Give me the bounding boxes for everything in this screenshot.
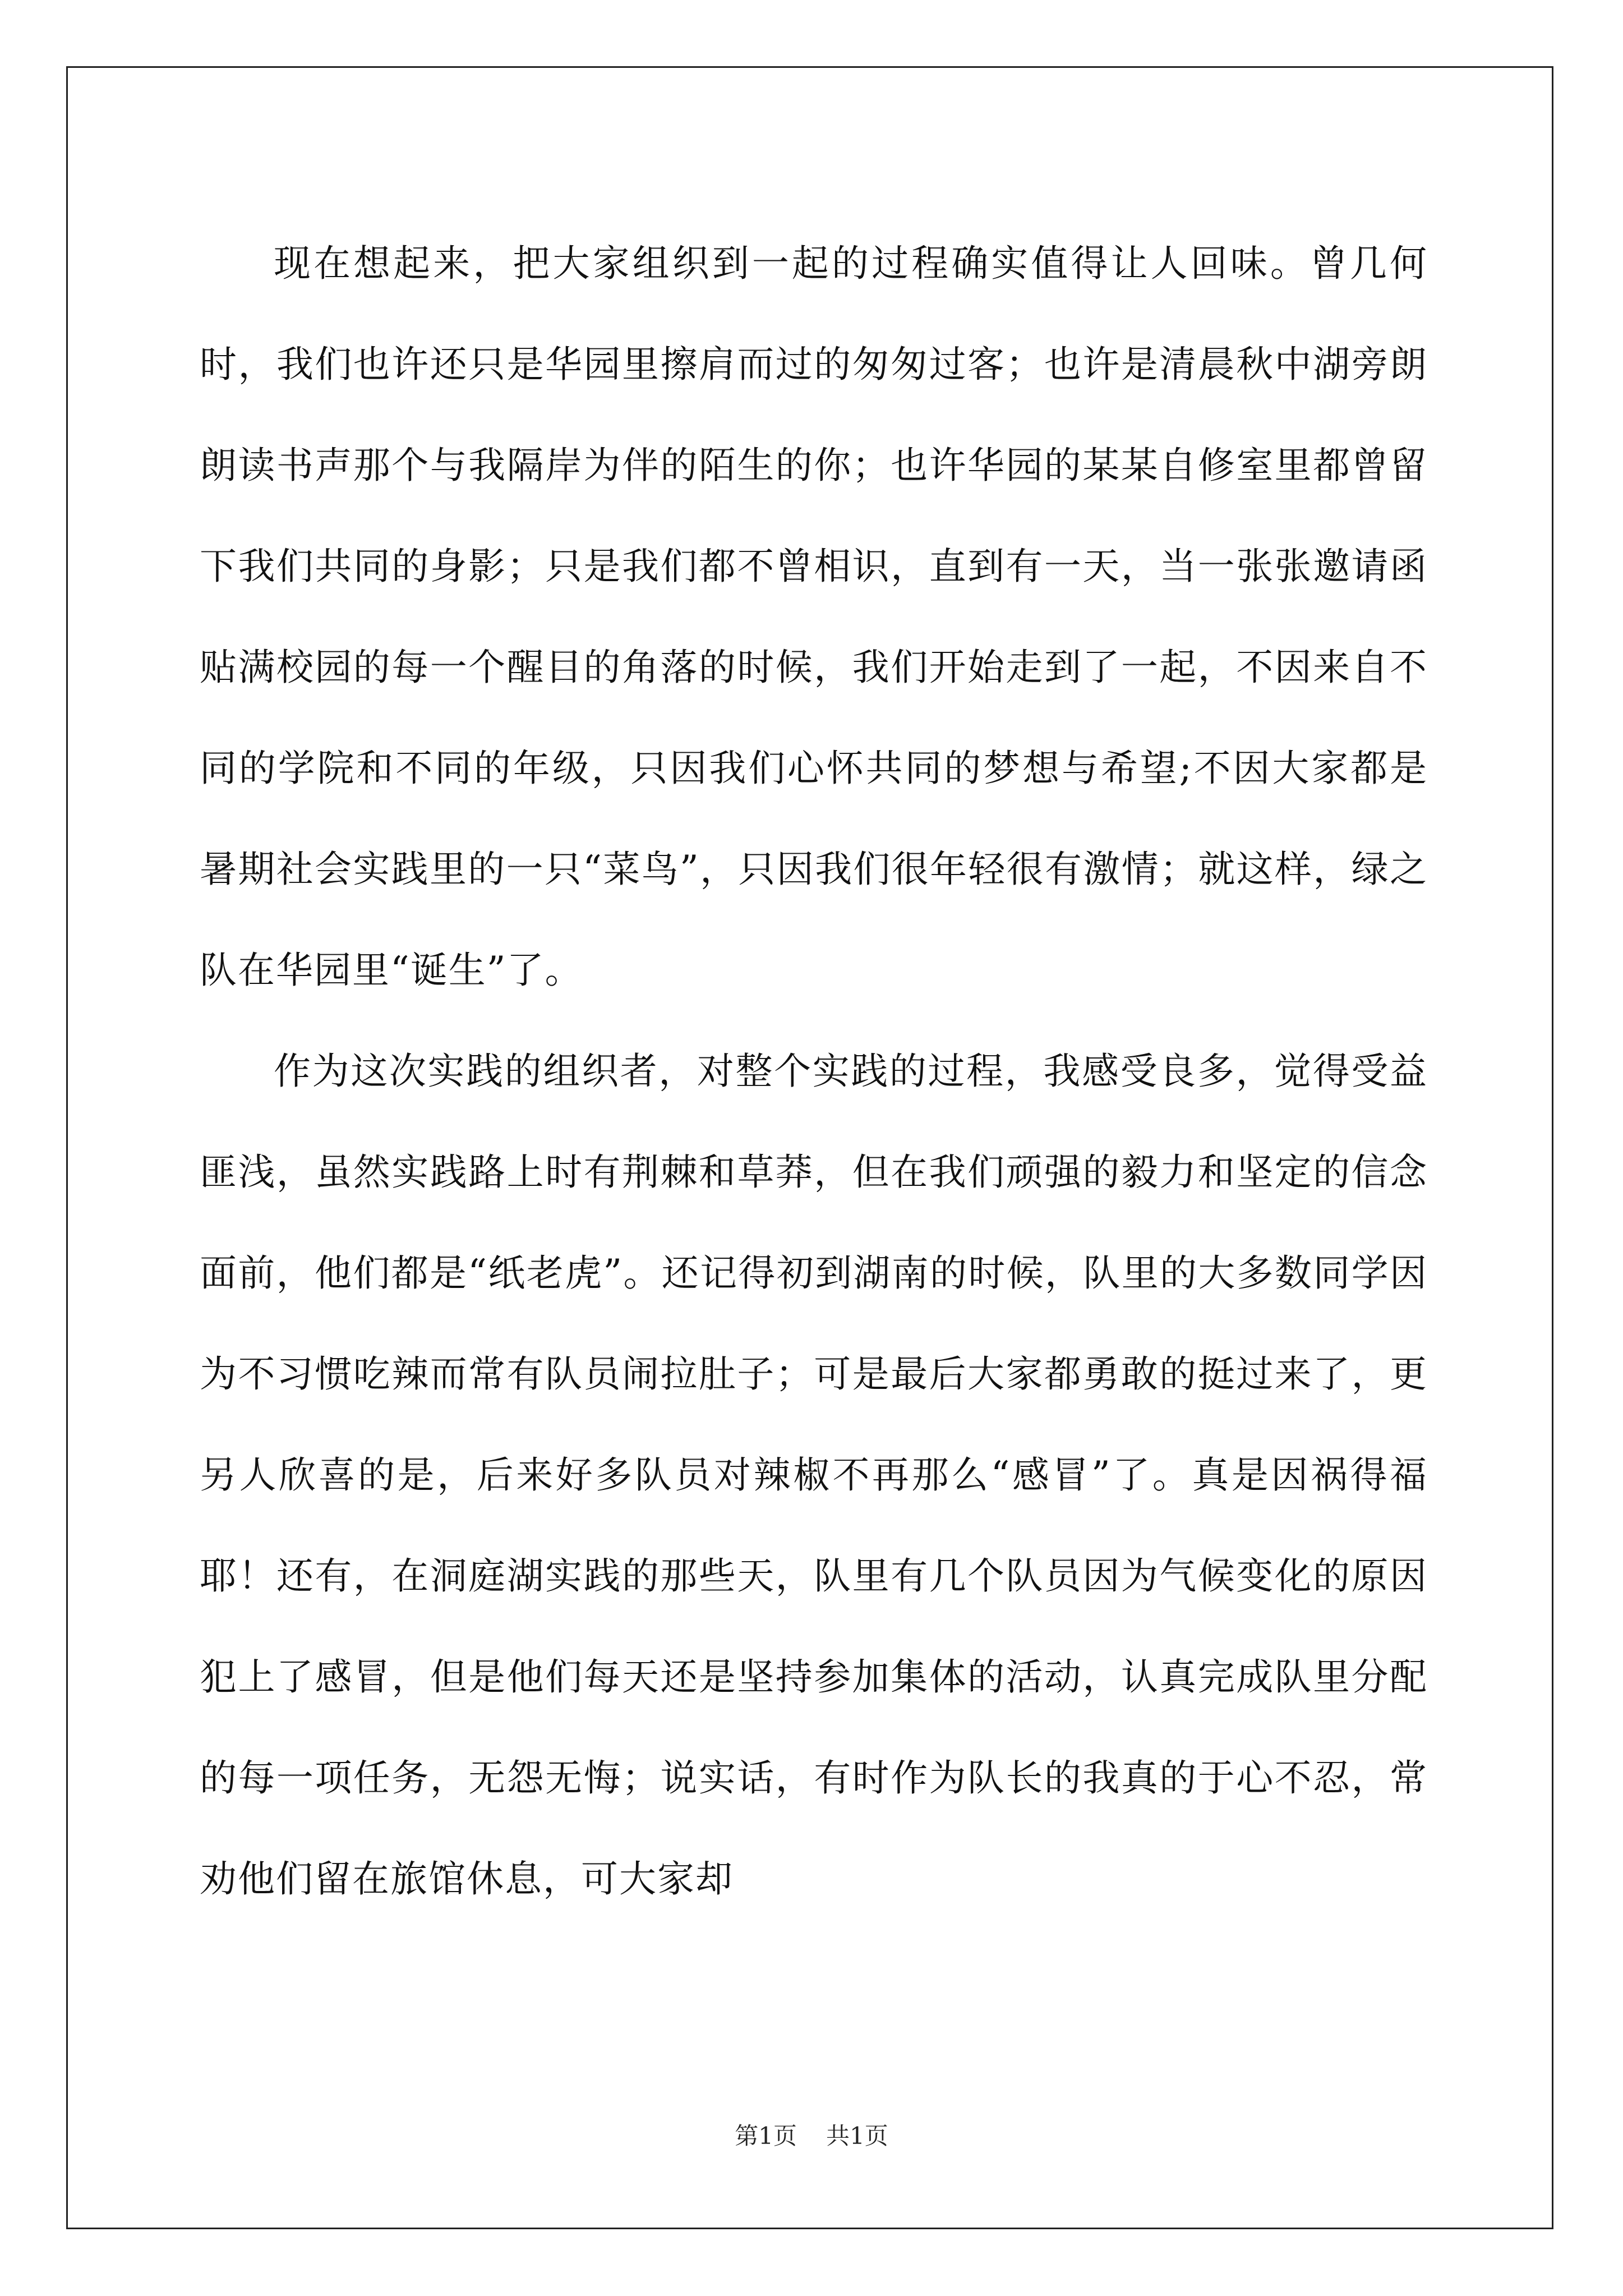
paragraph: 作为这次实践的组织者，对整个实践的过程，我感受良多，觉得受益匪浅，虽然实践路上时有荆棘和草莽，但在我们顽强的毅力和坚定的信念面前，他们都是“纸老虎”。还记得初到湖南的时候，队里的大多数同学因为不习惯吃辣而常有队员闹拉肚子；可是最后大家都勇敢的挺过来了，更另人欣喜的是，后来好多队员对辣椒不再那么“感冒”了。真是因祸得福耶！还有，在洞庭湖实践的那些天，队里有几个队员因为气候变化的原因犯上了感冒，但是他们每天还是坚持参加集体的活动，认真完成队里分配的每一项任务，无怨无悔；说实话，有时作为队长的我真的于心不忍，常劝他们留在旅馆休息，可大家却 xyxy=(200,1050,1428,1901)
page-footer xyxy=(0,2118,1623,2151)
page-total: 共1页 xyxy=(826,2122,888,2150)
page-number: 第1页 xyxy=(735,2122,797,2150)
paragraph: 现在想起来，把大家组织到一起的过程确实值得让人回味。曾几何时，我们也许还只是华园里擦肩而过的匆匆过客；也许是清晨秋中湖旁朗朗读书声那个与我隔岸为伴的陌生的你；也许华园的某某自修室里都曾留下我们共同的身影；只是我们都不曾相识，直到有一天，当一张张邀请函贴满校园的每一个醒目的角落的时候，我们开始走到了一起，不因来自不同的学院和不同的年级，只因我们心怀共同的梦想与希望;不因大家都是暑期社会实践里的一只“菜鸟”，只因我们很年轻很有激情；就这样，绿之队在华园里“诞生”了。 xyxy=(200,242,1428,992)
document-body xyxy=(200,213,1428,1930)
